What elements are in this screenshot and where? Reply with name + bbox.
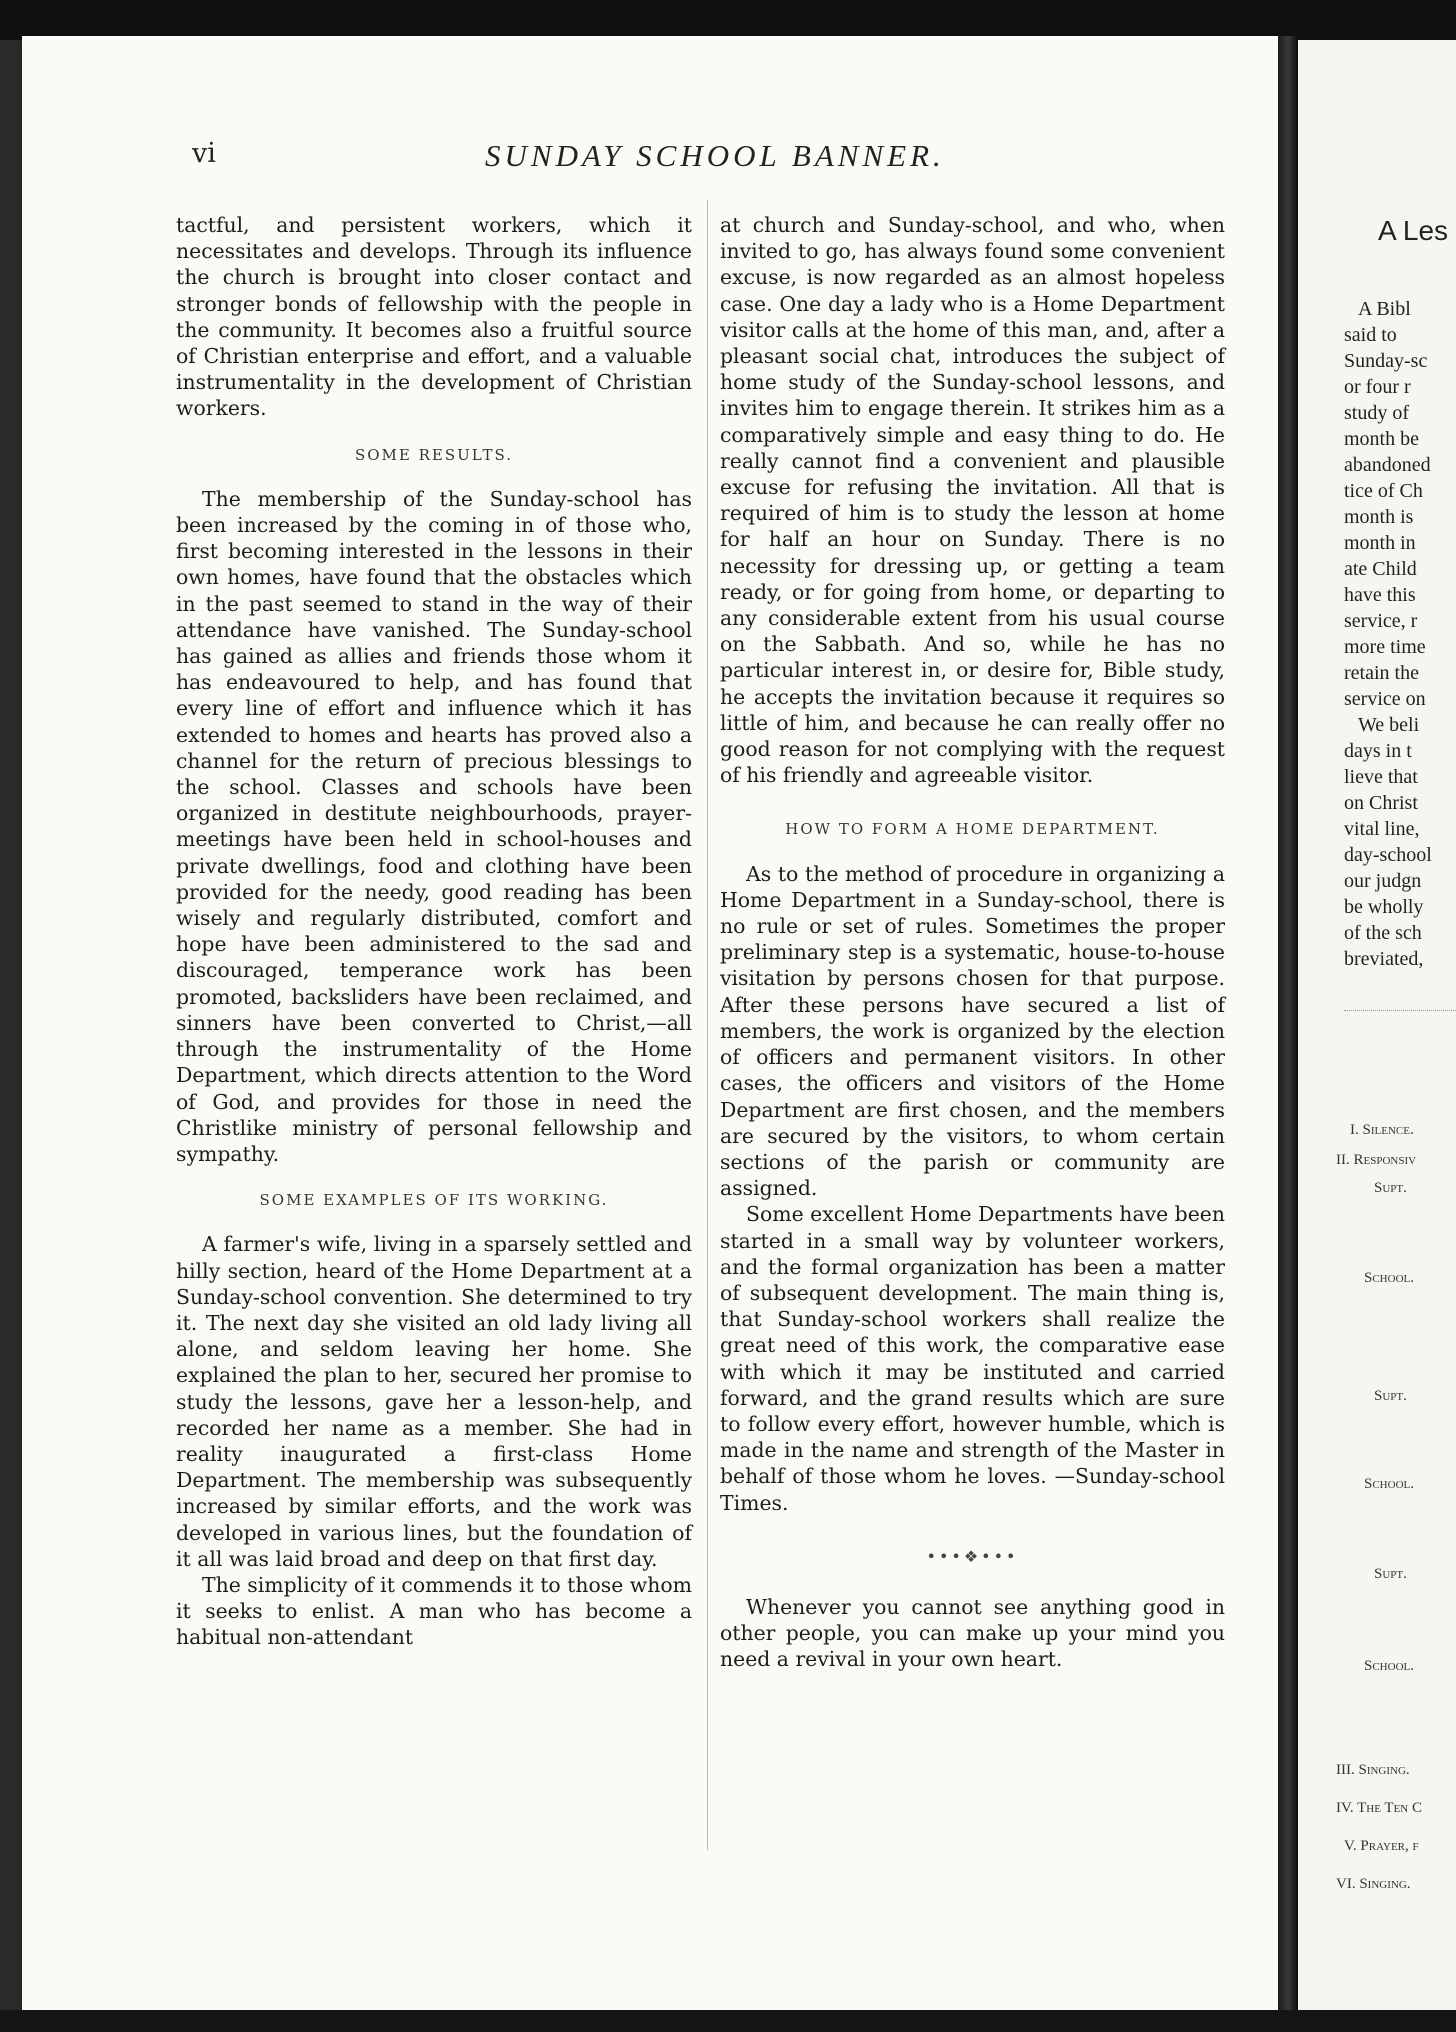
running-title: SUNDAY SCHOOL BANNER. [485, 138, 945, 173]
order-item: VI. Singing. [1336, 1876, 1411, 1892]
paragraph-farmer-wife: A farmer's wife, living in a sparsely settled and hilly section, heard of the Home Department at a Sunday-school convention. She determined to try it. The next day she visited an old lady living all alone, and seldom leaving her home. She explained the plan to her, secured her promise to study the lessons, gave her a lesson-help, and recorded her name as a member. She had in reality inaugurated a first-class Home Department. The membership was subsequently increased by similar efforts, and the work was developed in various lines, but the foundation of it all was laid broad and deep on that first day. [176, 1232, 692, 1571]
order-item: III. Singing. [1336, 1762, 1410, 1778]
order-item: V. Prayer, f [1344, 1838, 1419, 1854]
right-page [1298, 40, 1456, 2010]
right-line: more time [1344, 636, 1426, 658]
right-line: be wholly [1344, 896, 1424, 918]
paragraph-method: As to the method of procedure in organizing a Home Department in a Sunday-school, there is no rule or set of rules. Sometimes the proper preliminary step is a systematic, house-to-house visitation by persons chosen for that purpose. After these persons have secured a list of members, the work is organized by the election of officers and permanent visitors. In other cases, the officers and visitors of the Home Department are first chosen, and the members are secured by the visitors, to whom certain sections of the parish or community are assigned. [720, 861, 1225, 1201]
right-line: lieve that [1344, 766, 1418, 788]
right-line: tice of Ch [1344, 480, 1423, 502]
right-line: retain the [1344, 662, 1419, 684]
order-item: School. [1364, 1476, 1414, 1492]
paragraph-simplicity: The simplicity of it commends it to those whom it seeks to enlist. A man who has become a habitual non-attendant [176, 1572, 692, 1650]
order-item: Supt. [1374, 1566, 1407, 1582]
right-line: have this [1344, 584, 1416, 606]
ornament-divider: •••❖••• [926, 1546, 1019, 1566]
right-line: month be [1344, 428, 1419, 450]
right-line: study of [1344, 402, 1409, 424]
right-line: We beli [1358, 714, 1420, 736]
paragraph-whenever: Whenever you cannot see anything good in other people, you can make up your mind you need a revival in your own heart. [720, 1594, 1225, 1672]
middle-column [720, 212, 1225, 1673]
right-line: said to [1344, 324, 1397, 346]
order-item: II. Responsiv [1336, 1152, 1417, 1168]
page-number: vi [192, 138, 216, 169]
right-line: service, r [1344, 610, 1418, 632]
scan-border-top [0, 0, 1456, 40]
book-gutter [1278, 36, 1298, 2016]
right-line: on Christ [1344, 792, 1418, 814]
right-line: month in [1344, 532, 1416, 554]
order-item: School. [1364, 1658, 1414, 1674]
column-divider [707, 200, 708, 1850]
right-line: abandoned [1344, 454, 1431, 476]
paragraph-results: The membership of the Sunday-school has been increased by the coming in of those who, first becoming interested in the lessons in their own homes, have found that the obstacles which in the past seemed to stand in the way of their attendance have vanished. The Sunday-school has gained as allies and friends those whom it has endeavoured to help, and has found that every line of effort and influence which it has extended to homes and hearts has proved also a channel for the return of precious blessings to the school. Classes and schools have been organized in destitute neighbourhoods, prayer-meetings have been held in school-houses and private dwellings, food and clothing have been provided for the needy, good reading has been wisely and regularly distributed, comfort and hope have been administered to the sad and discouraged, temperance work has been promoted, backsliders have been reclaimed, and sinners have been converted to Christ,—all through the instrumentality of the Home Department, which directs attention to the Word of God, and provides for those in need the Christlike ministry of personal fellowship and sympathy. [176, 486, 692, 1166]
right-line: A Bibl [1358, 298, 1411, 320]
order-item: School. [1364, 1270, 1414, 1286]
right-line: of the sch [1344, 922, 1422, 944]
order-item: Supt. [1374, 1180, 1407, 1196]
right-line: days in t [1344, 740, 1412, 762]
right-line: day-school [1344, 844, 1432, 866]
heading-some-results: SOME RESULTS. [354, 445, 514, 464]
paragraph-continuation: at church and Sunday-school, and who, when invited to go, has always found some convenient excuse, is now regarded as an almost hopeless case. One day a lady who is a Home Department visitor calls at the home of this man, and, after a pleasant social chat, introduces the subject of home study of the Sunday-school lessons, and invites him to engage therein. It strikes him as a comparatively simple and easy thing to do. He really cannot find a convenient and plausible excuse for refusing the invitation. All that is required of him is to study the lesson at home for half an hour on Sunday. There is no necessity for dressing up, or getting a team ready, or for going from home, or departing to any considerable extent from his usual course on the Sabbath. And so, while he has no particular interest in, or desire for, Bible study, he accepts the invitation because it requires so little of him, and because he can really offer no good reason for not complying with the request of his friendly and agreeable visitor. [720, 213, 1225, 788]
page-header [170, 138, 1210, 178]
right-line: our judgn [1344, 870, 1422, 892]
paragraph-intro: tactful, and persistent workers, which it necessitates and develops. Through its influence the church is brought into closer contact and stronger bonds of fellowship with the people in the community. It becomes also a fruitful source of Christian enterprise and effort, and a valuable instrumentality in the development of Christian workers. [176, 213, 692, 421]
paragraph-excellent: Some excellent Home Departments have been started in a small way by volunteer workers, and the formal organization has been a matter of subsequent development. The main thing is, that Sunday-school workers shall realize the great need of this work, the comparative ease with which it may be instituted and carried forward, and the grand results which are sure to follow every effort, however humble, which is made in the name and strength of the Master in behalf of those whom he loves. —Sunday-school Times. [720, 1202, 1225, 1515]
right-page-rule [1344, 1010, 1456, 1012]
heading-how-to-form: HOW TO FORM A HOME DEPARTMENT. [785, 820, 1160, 839]
right-page-heading: A Les [1378, 215, 1449, 246]
scan-border-bottom [0, 2010, 1456, 2032]
right-line: or four r [1344, 376, 1411, 398]
right-line: breviated, [1344, 948, 1424, 970]
right-line: Sunday-sc [1344, 350, 1428, 372]
order-item: Supt. [1374, 1388, 1407, 1404]
order-item: I. Silence. [1350, 1122, 1414, 1138]
right-line: service on [1344, 688, 1426, 710]
order-item: IV. The Ten C [1336, 1800, 1423, 1816]
right-line: ate Child [1344, 558, 1417, 580]
right-line: vital line, [1344, 818, 1420, 840]
left-column [176, 212, 692, 1651]
right-line: month is [1344, 506, 1414, 528]
heading-some-examples: SOME EXAMPLES OF ITS WORKING. [259, 1191, 609, 1210]
